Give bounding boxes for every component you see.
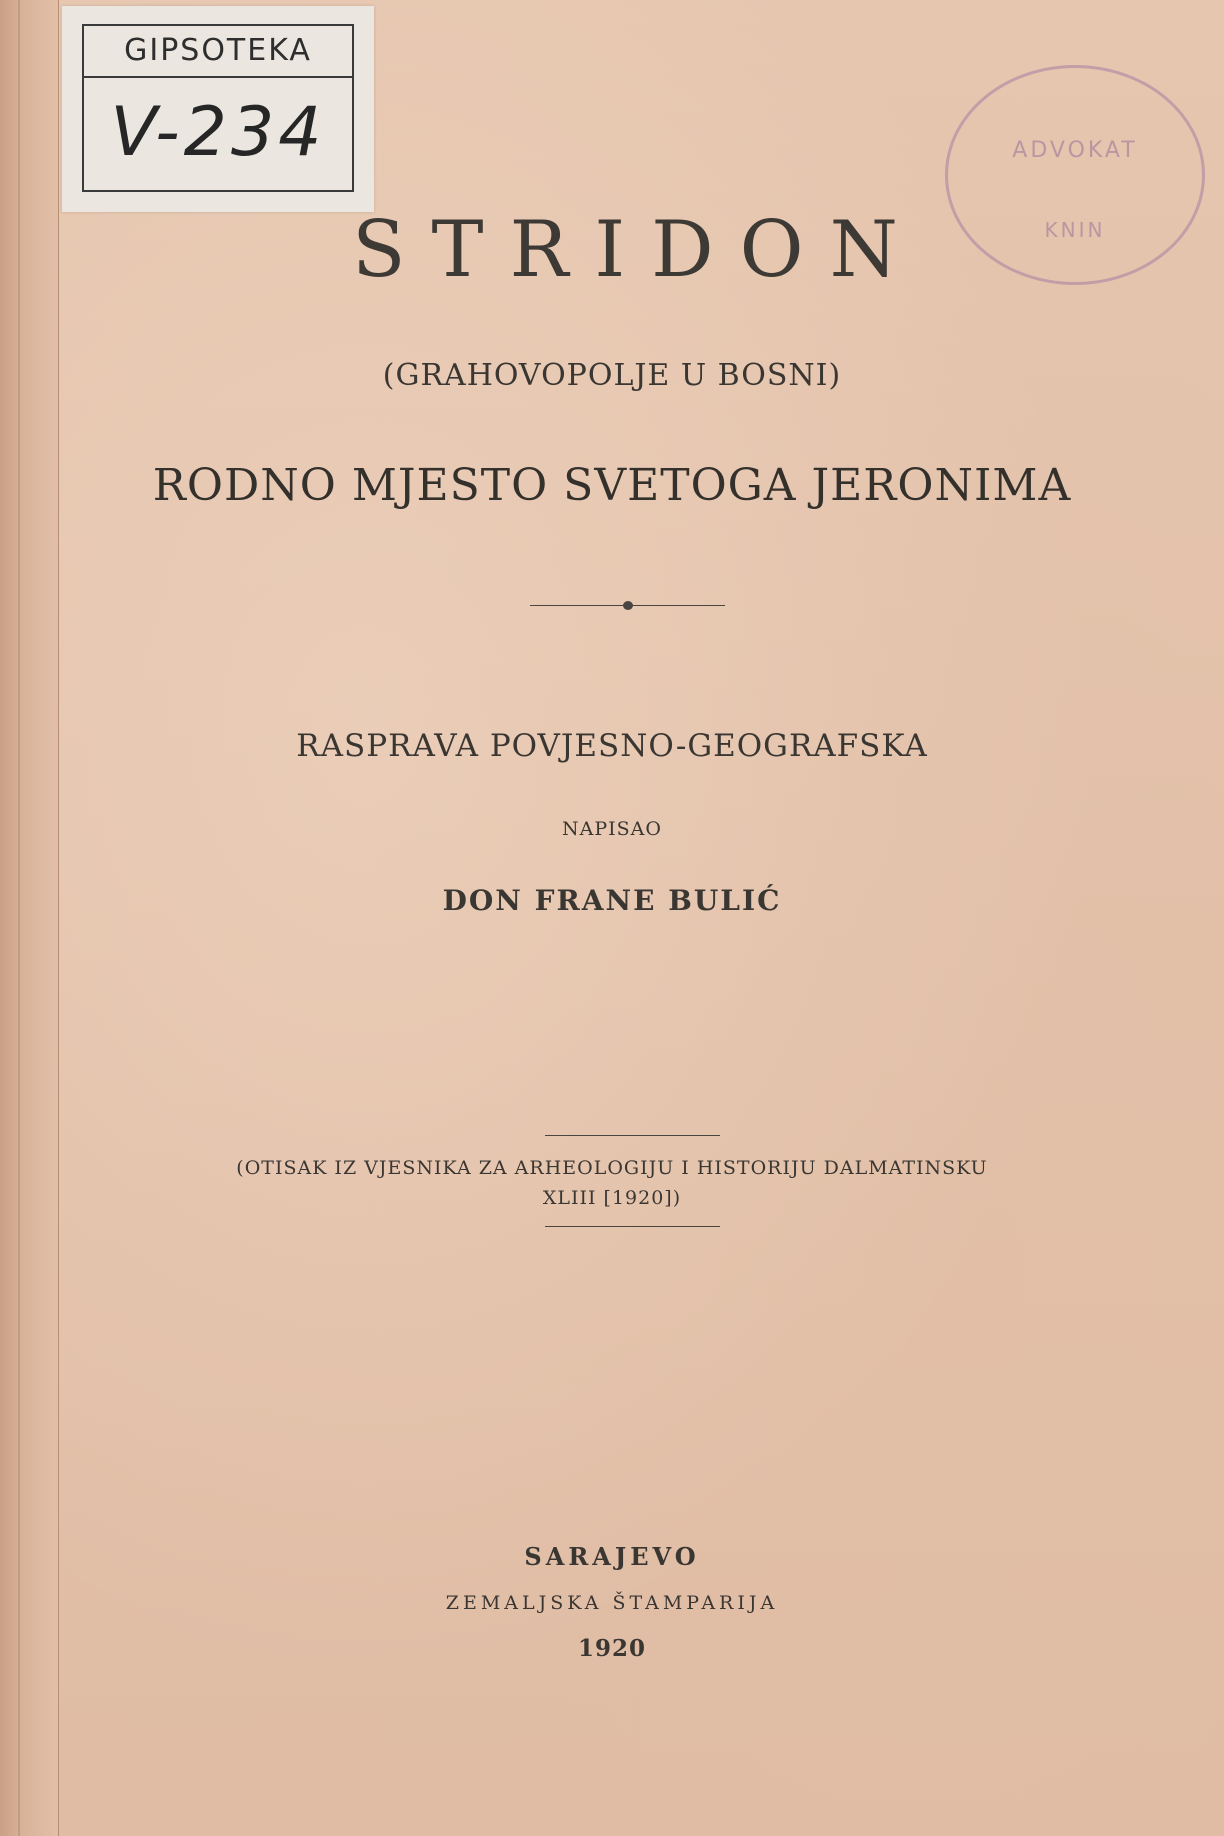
book-title: STRIDON [352, 205, 924, 295]
offprint-note-line2: XLIII [1920]) [542, 1187, 682, 1209]
author-name: DON FRANE BULIĆ [442, 884, 782, 917]
divider-top [545, 1135, 720, 1136]
library-label [62, 6, 374, 212]
book-subtitle-main: RODNO MJESTO SVETOGA JERONIMA [152, 460, 1072, 511]
ornament-dot [623, 601, 633, 610]
library-label-frame [82, 24, 354, 192]
library-label-number: V-234 [110, 93, 326, 172]
imprint-printer: ZEMALJSKA ŠTAMPARIJA [445, 1592, 779, 1614]
stamp-text-top: ADVOKAT [1012, 138, 1138, 163]
imprint-year: 1920 [577, 1635, 646, 1662]
library-label-name: GIPSOTEKA [84, 26, 352, 78]
imprint-city: SARAJEVO [524, 1542, 700, 1571]
offprint-note-line1: (OTISAK IZ VJESNIKA ZA ARHEOLOGIJU I HISTORIJU DALMATINSKU [236, 1157, 988, 1179]
stamp-text-bottom: KNIN [1044, 218, 1106, 242]
divider-bottom [545, 1226, 720, 1227]
book-subtitle-location: (GRAHOVOPOLJE U BOSNI) [382, 358, 842, 393]
work-type: RASPRAVA POVJESNO-GEOGRAFSKA [296, 728, 928, 764]
written-by-label: NAPISAO [562, 818, 662, 840]
